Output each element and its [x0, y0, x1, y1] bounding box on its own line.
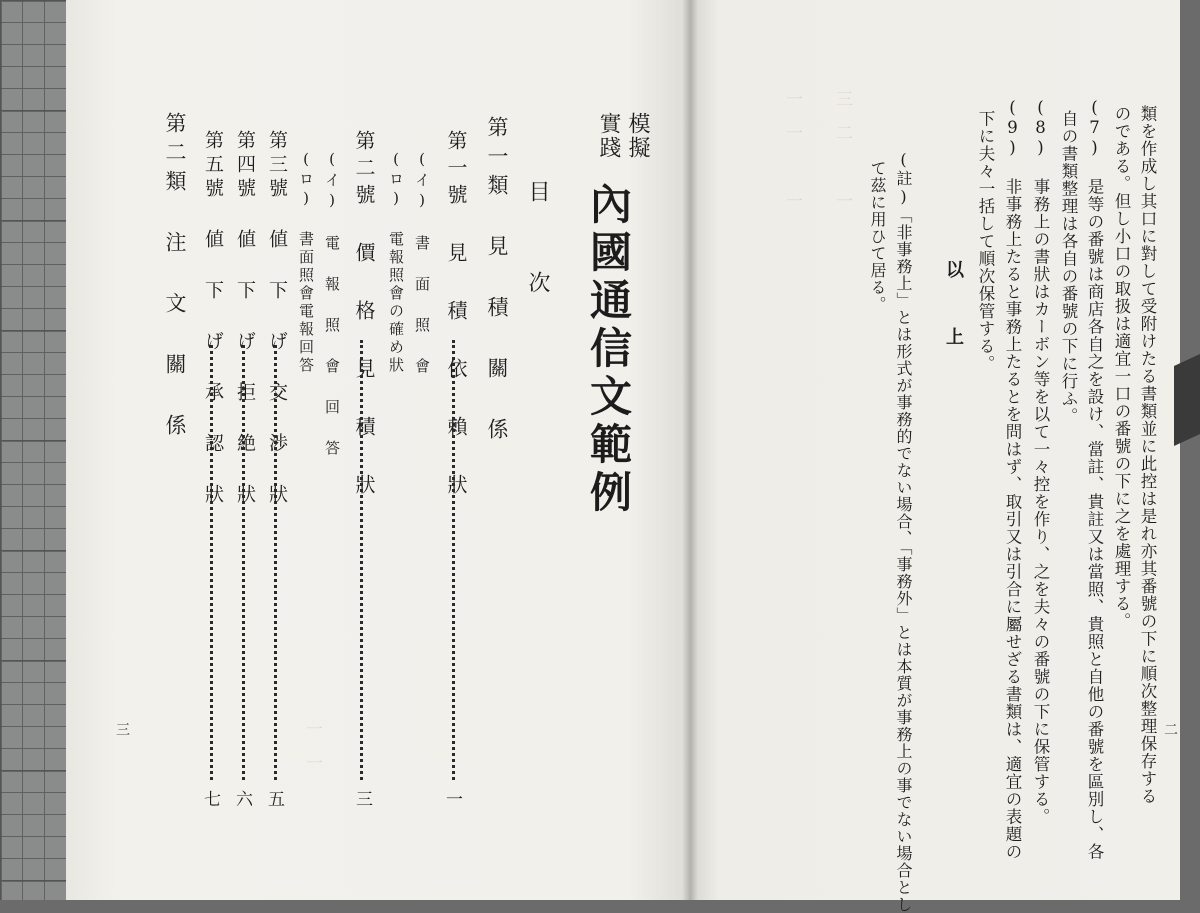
title-prefix-bottom: 實踐: [596, 112, 621, 160]
right-page: [690, 0, 1180, 900]
page-number-left: 三: [114, 722, 130, 736]
body-line: (9) 非事務上たると事務上たるとを問はず、取引又は引合に屬せざる書類は、適宜の表題の: [1003, 98, 1022, 861]
toc-entry: 第四號 値 下 げ 拒 絶 狀: [234, 130, 256, 508]
cutting-mat: [0, 0, 70, 900]
toc-subentry: (ロ) 書面照會電報回答: [297, 150, 315, 375]
page-number-right: 二: [1162, 722, 1178, 736]
section-heading-2: 第二類 注 文 關 係: [163, 112, 187, 443]
book-spine: [682, 0, 698, 900]
body-line: 類を作成し其口に對して受附けたる書類並に此控は是れ亦其番號の下に順次整理保存する: [1138, 105, 1157, 805]
book-title: 內國通信文範例: [584, 182, 633, 518]
toc-subentry: (ロ) 電報照會の確め狀: [387, 150, 405, 375]
toc-entry: 第二號 價 格 見 積 狀: [352, 130, 376, 501]
note-line: (註)「非事務上」とは形式が事務的でない場合、「事務外」とは本質が事務上の事でない場合とし: [894, 150, 913, 913]
toc-entry: 第一號 見 積 依 賴 狀: [444, 130, 468, 501]
page-corner-shadow: [1174, 354, 1200, 446]
toc-leader-dots: [242, 345, 245, 780]
toc-page-number: 一: [442, 790, 462, 807]
closing-mark: 以 上: [943, 260, 964, 359]
toc-page-number: 五: [264, 790, 284, 807]
show-through-text: 三 二 一: [832, 90, 852, 209]
show-through-text: 一 一: [302, 720, 322, 771]
section-heading-1: 第一類 見 積 關 係: [485, 116, 509, 447]
toc-subentry: (イ) 書 面 照 會: [413, 150, 431, 377]
title-prefix-top: 模擬: [625, 112, 650, 160]
note-line: て茲に用ひて居る。: [868, 160, 887, 313]
body-line: (7) 是等の番號は商店各自之を設け、當註、貴註又は當照、貴照と自他の番號を區別し、各: [1085, 98, 1104, 861]
body-line: 下に夫々一括して順次保管する。: [976, 110, 995, 373]
show-through-text: 一 一 一: [782, 90, 802, 209]
toc-page-number: 六: [232, 790, 252, 807]
toc-leader-dots: [360, 340, 363, 780]
toc-leader-dots: [210, 345, 213, 780]
toc-page-number: 七: [200, 790, 220, 807]
toc-subentry: (イ) 電 報 照 會 回 答: [323, 150, 341, 459]
toc-entry: 第三號 値 下 げ 交 渉 狀: [266, 130, 288, 508]
body-line: (8) 事務上の書狀はカーボン等を以て一々控を作り、之を夫々の番號の下に保管する。: [1031, 98, 1050, 826]
toc-page-number: 三: [352, 790, 372, 807]
body-line: 自の書類整理は各自の番號の下に行ふ。: [1059, 110, 1078, 425]
body-line: のである。但し小口の取扱は適宜一口の番號の下に之を處理する。: [1112, 105, 1131, 630]
toc-heading: 目 次: [525, 180, 550, 315]
toc-leader-dots: [452, 340, 455, 780]
toc-entry: 第五號 値 下 げ 承 認 狀: [202, 130, 224, 508]
toc-leader-dots: [274, 345, 277, 780]
